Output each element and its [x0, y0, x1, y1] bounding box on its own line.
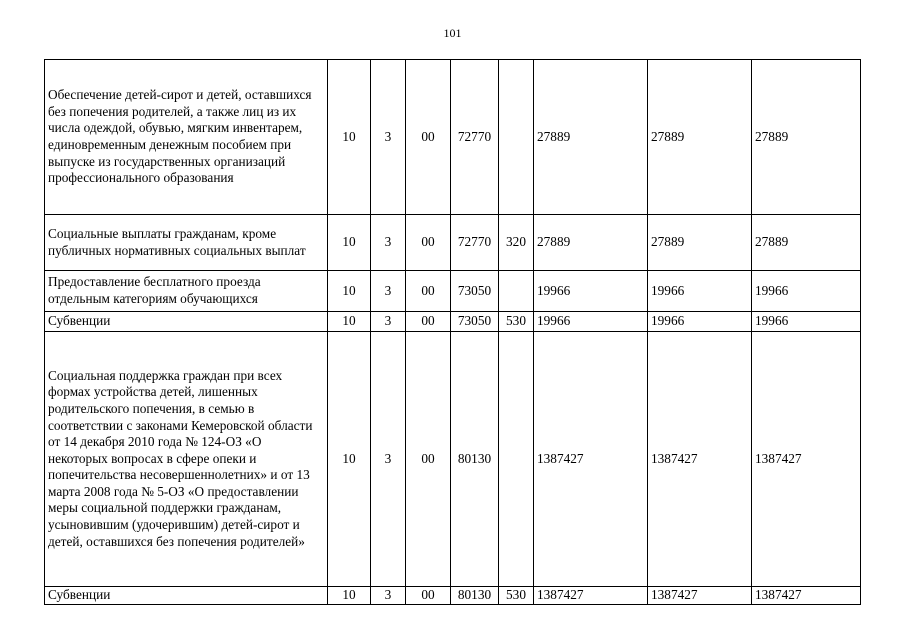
expense-type-code: 530 [499, 587, 534, 605]
amount-year-1: 27889 [534, 215, 648, 271]
subsection-code: 3 [371, 60, 406, 215]
row-description: Предоставление бесплатного проезда отдельным категориям обучающихся [45, 271, 328, 312]
amount-year-3: 27889 [752, 215, 861, 271]
amount-year-1: 19966 [534, 312, 648, 332]
table-row [45, 587, 861, 605]
expense-type-code [499, 60, 534, 215]
amount-year-3: 1387427 [752, 332, 861, 587]
program-code: 00 [406, 332, 451, 587]
row-description: Социальные выплаты гражданам, кроме публичных нормативных социальных выплат [45, 215, 328, 271]
section-code: 10 [328, 332, 371, 587]
amount-year-2: 19966 [648, 271, 752, 312]
table-row [45, 271, 861, 312]
target-code: 72770 [451, 215, 499, 271]
amount-year-2: 19966 [648, 312, 752, 332]
budget-table [44, 59, 861, 605]
section-code: 10 [328, 60, 371, 215]
expense-type-code: 320 [499, 215, 534, 271]
section-code: 10 [328, 271, 371, 312]
amount-year-2: 1387427 [648, 332, 752, 587]
amount-year-2: 27889 [648, 60, 752, 215]
target-code: 80130 [451, 587, 499, 605]
subsection-code: 3 [371, 587, 406, 605]
target-code: 80130 [451, 332, 499, 587]
page-number: 101 [443, 26, 462, 40]
target-code: 72770 [451, 60, 499, 215]
table-row [45, 215, 861, 271]
row-description: Субвенции [45, 312, 328, 332]
row-description: Социальная поддержка граждан при всех формах устройства детей, лишенных родительского попечения, в семью в соответствии с законами Кемеровской области от 14 декабря 2010 года № 124-ОЗ «О некоторых вопросах в сфере опеки и попечительства несовершеннолетних» и от 13 марта 2008 года № 5-ОЗ «О предоставлении меры социальной поддержки гражданам, усыновившим (удочерившим) детей-сирот и детей, оставшихся без попечения родителей» [45, 332, 328, 587]
expense-type-code: 530 [499, 312, 534, 332]
amount-year-1: 19966 [534, 271, 648, 312]
expense-type-code [499, 271, 534, 312]
target-code: 73050 [451, 312, 499, 332]
table-row [45, 332, 861, 587]
program-code: 00 [406, 271, 451, 312]
subsection-code: 3 [371, 271, 406, 312]
amount-year-3: 19966 [752, 271, 861, 312]
program-code: 00 [406, 60, 451, 215]
table-row [45, 312, 861, 332]
subsection-code: 3 [371, 312, 406, 332]
amount-year-2: 27889 [648, 215, 752, 271]
program-code: 00 [406, 312, 451, 332]
program-code: 00 [406, 587, 451, 605]
expense-type-code [499, 332, 534, 587]
amount-year-1: 1387427 [534, 587, 648, 605]
amount-year-1: 1387427 [534, 332, 648, 587]
amount-year-2: 1387427 [648, 587, 752, 605]
row-description: Обеспечение детей-сирот и детей, оставшихся без попечения родителей, а также лиц из их числа одеждой, обувью, мягким инвентарем, единовременным денежным пособием при выпуске из государственных организаций профессионального образования [45, 60, 328, 215]
subsection-code: 3 [371, 215, 406, 271]
amount-year-3: 27889 [752, 60, 861, 215]
amount-year-3: 1387427 [752, 587, 861, 605]
target-code: 73050 [451, 271, 499, 312]
section-code: 10 [328, 312, 371, 332]
program-code: 00 [406, 215, 451, 271]
section-code: 10 [328, 587, 371, 605]
amount-year-1: 27889 [534, 60, 648, 215]
row-description: Субвенции [45, 587, 328, 605]
table-row [45, 60, 861, 215]
subsection-code: 3 [371, 332, 406, 587]
amount-year-3: 19966 [752, 312, 861, 332]
section-code: 10 [328, 215, 371, 271]
